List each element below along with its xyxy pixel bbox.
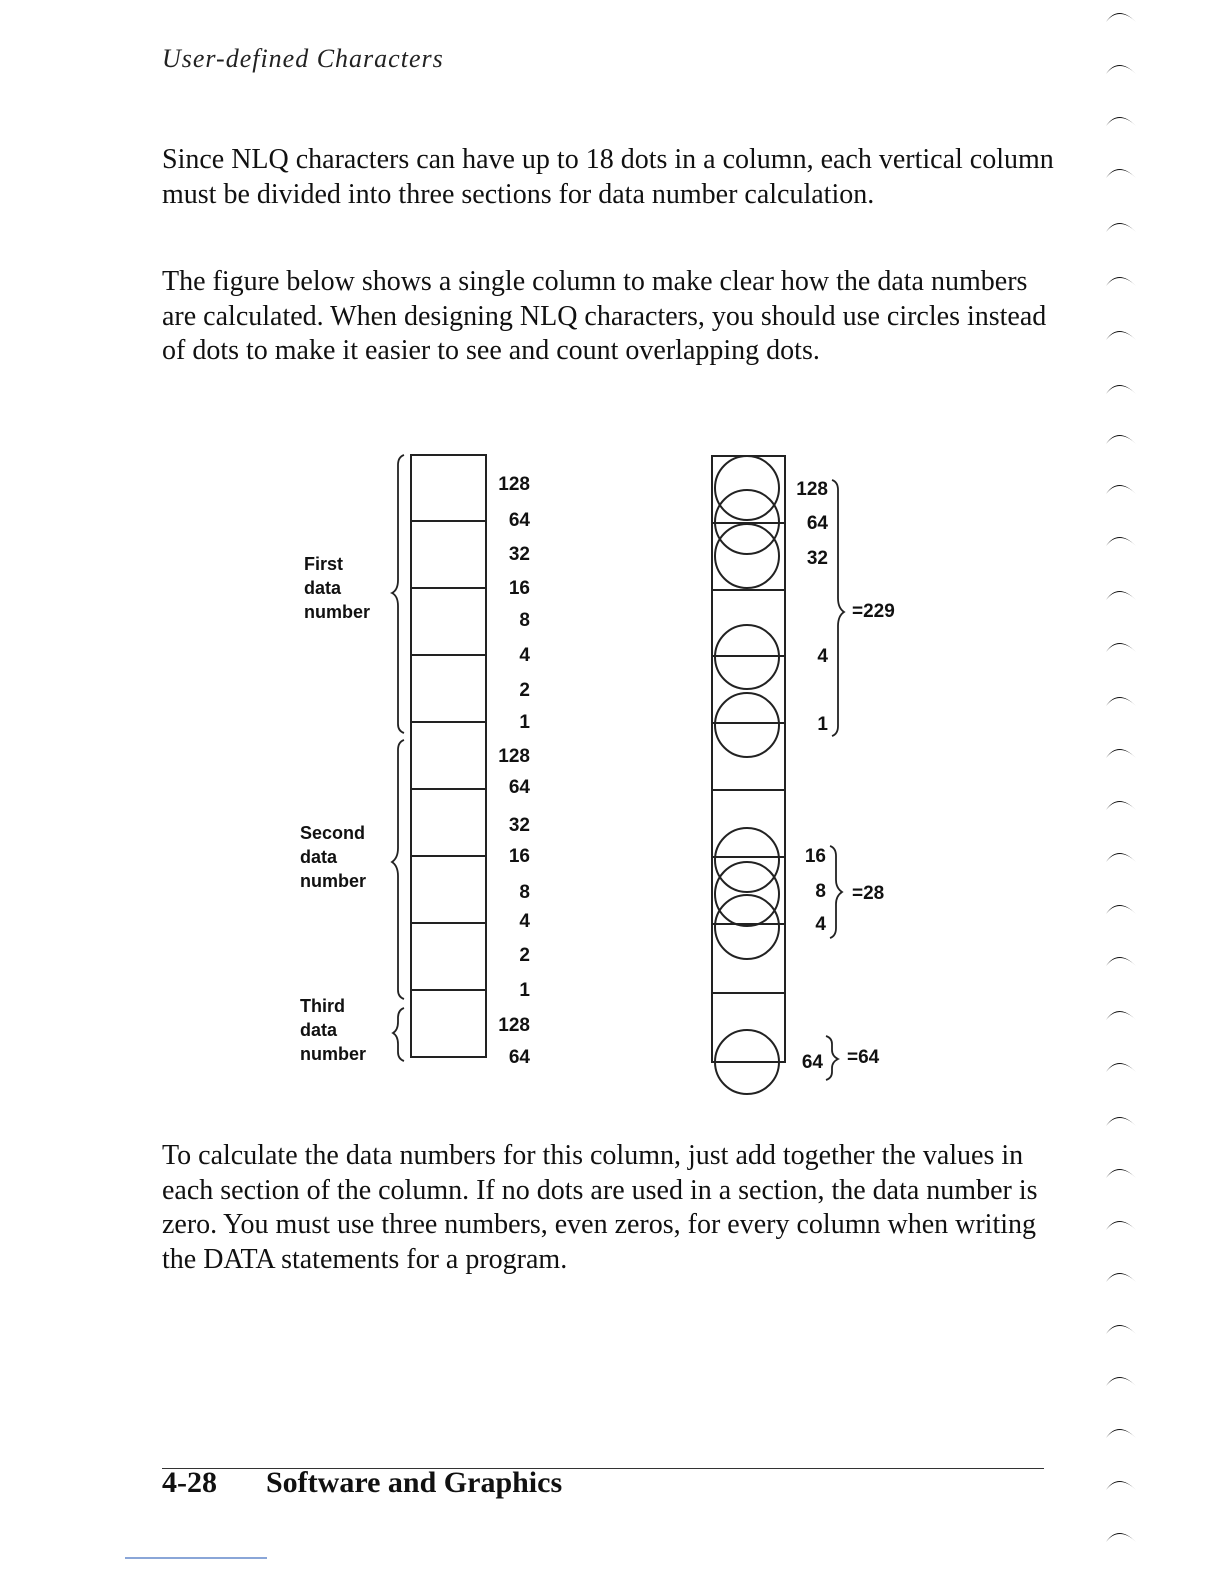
right-value-32: 32 [806,548,828,569]
left-value-3: 16 [508,578,530,599]
sum-second-data: =28 [852,883,885,904]
left-value-12: 8 [519,882,530,903]
page-footer [162,1466,562,1500]
right-column-grid [712,456,785,1062]
right-value-8: 8 [815,881,826,902]
conclusion-paragraph: To calculate the data numbers for this column, just add together the values in each section of the column. If no dots are used in a section, the data number is zero. You must use three numbers, even zeros, for every column when writing the DATA statements for a program. [162,1140,1038,1275]
left-value-8: 128 [498,746,530,767]
left-value-6: 2 [519,680,530,701]
right-braces [826,480,844,1080]
left-value-16: 128 [498,1015,530,1036]
left-value-13: 4 [519,911,530,932]
sum-229-brace [832,480,844,736]
right-value-1: 1 [817,714,828,735]
left-column-grid [411,455,486,1057]
intro-paragraph: Since NLQ characters can have up to 18 dots in a column, each vertical column must be divided into three sections for data number calculation. [162,144,1054,210]
dot-circle-32 [715,524,779,588]
right-value-64: 64 [806,513,828,534]
left-value-4: 8 [519,610,530,631]
scan-edge-line [125,1557,267,1559]
dot-circle-128 [715,456,779,520]
left-value-2: 32 [508,544,530,565]
left-value-9: 64 [508,777,530,798]
right-value-128: 128 [796,479,828,500]
binding-rings-icon [1098,0,1158,1584]
third-data-label: Third data number [300,996,367,1064]
first-data-label: First data number [304,554,371,622]
section-title: Software and Graphics [266,1466,563,1499]
sum-28-brace [830,846,842,938]
dot-circles [715,456,779,1094]
left-value-14: 2 [519,945,530,966]
sum-first-data: =229 [852,601,895,622]
second-data-label: Second data number [300,823,367,891]
second-data-brace [392,740,404,999]
sum-64-brace [826,1036,838,1080]
left-value-17: 64 [508,1047,530,1068]
left-value-1: 64 [508,510,530,531]
left-braces [392,455,404,1061]
figure-intro-paragraph: The figure below shows a single column to make clear how the data numbers are calculated. When designing NLQ characters, you should use circles instead of dots to make it easier to see and count overlapping dots. [162,266,1047,366]
left-value-5: 4 [519,645,530,666]
page-number: 4-28 [162,1466,217,1499]
spiral-binding [1098,0,1158,1584]
dot-circle-16 [715,828,779,892]
left-value-11: 16 [508,846,530,867]
right-value-64b: 64 [801,1052,823,1073]
first-data-brace [392,455,404,733]
left-value-7: 1 [519,712,530,733]
right-value-4: 4 [817,646,828,667]
third-data-brace [393,1008,404,1061]
right-value-16: 16 [804,846,826,867]
right-value-4b: 4 [815,914,826,935]
left-value-15: 1 [519,980,530,1001]
sum-third-data: =64 [847,1047,880,1068]
running-header: User-defined Characters [162,44,444,73]
left-value-0: 128 [498,474,530,495]
dot-circle-1 [715,693,779,757]
left-value-10: 32 [508,815,530,836]
